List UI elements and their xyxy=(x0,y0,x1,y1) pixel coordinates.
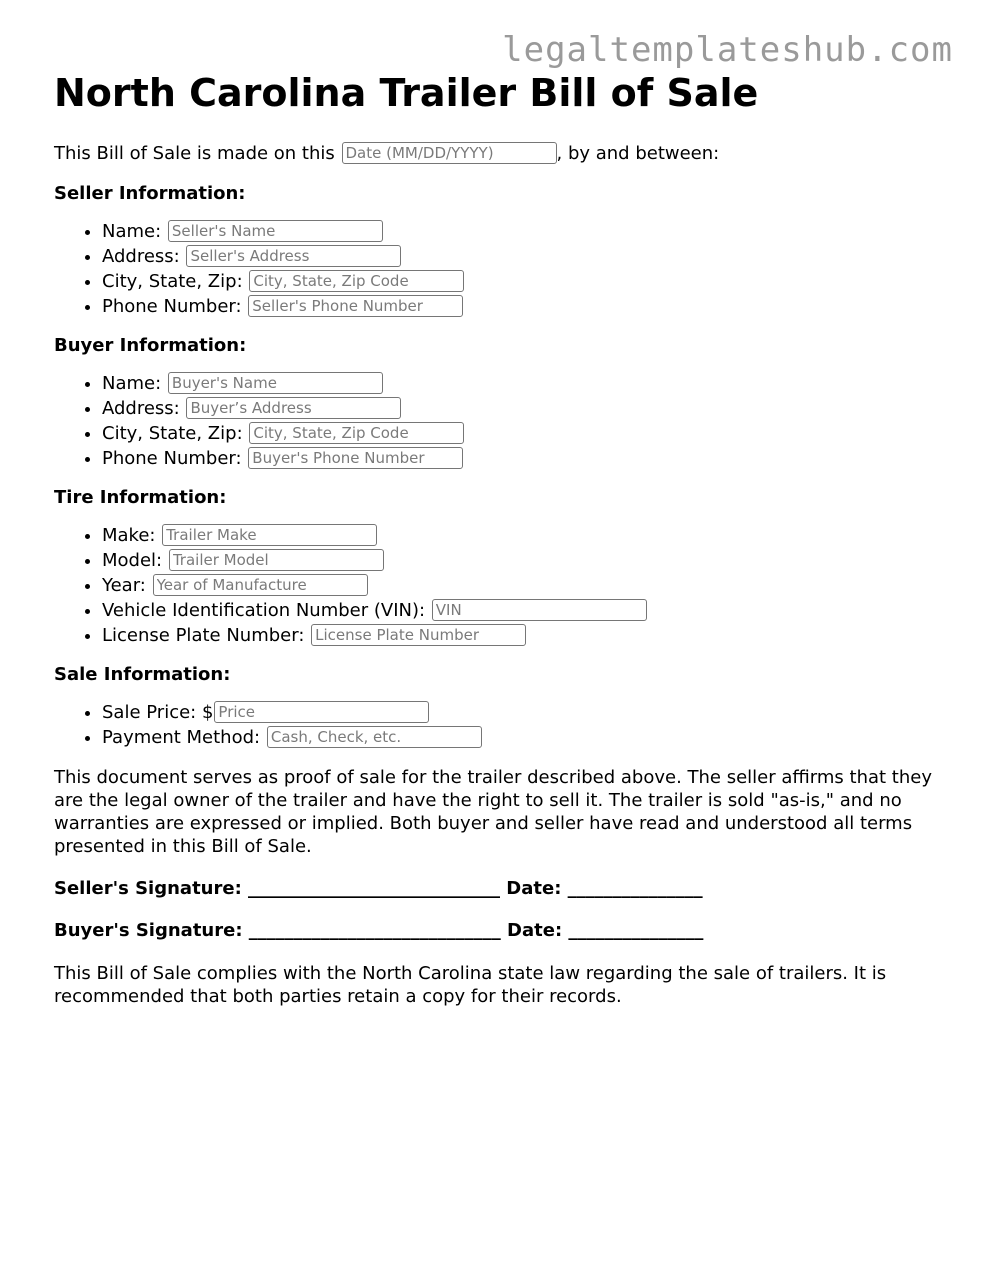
sale-date-input[interactable] xyxy=(342,142,557,164)
payment-method-label: Payment Method: xyxy=(102,727,261,748)
tire-model-label: Model: xyxy=(102,550,163,571)
tire-model-item xyxy=(102,548,934,573)
buyer-heading: Buyer Information: xyxy=(54,335,247,356)
trailer-make-input[interactable] xyxy=(162,524,377,546)
buyer-list xyxy=(54,371,934,471)
seller-name-label: Name: xyxy=(102,221,162,242)
sale-list xyxy=(54,700,934,750)
buyer-phone-label: Phone Number: xyxy=(102,448,242,469)
terms-paragraph: This document serves as proof of sale for the trailer described above. The seller affirms that they are the legal owner of the trailer and have the right to sell it. The trailer is sold "as-is," and no warranties are expressed or implied. Both buyer and seller have read and understood all terms presented in this Bill of Sale. xyxy=(54,767,932,857)
sale-heading: Sale Information: xyxy=(54,664,231,685)
buyer-address-input[interactable] xyxy=(186,397,401,419)
payment-method-input[interactable] xyxy=(267,726,482,748)
tire-heading: Tire Information: xyxy=(54,487,227,508)
sale-price-label: Sale Price: $ xyxy=(102,702,214,723)
buyer-name-input[interactable] xyxy=(168,372,383,394)
seller-heading: Seller Information: xyxy=(54,183,246,204)
tire-list xyxy=(54,523,934,648)
seller-signature-line: Seller's Signature: ____________________________ Date: _______________ xyxy=(54,878,703,899)
watermark: legaltemplateshub.com xyxy=(502,30,953,70)
tire-year-item xyxy=(102,573,934,598)
sale-price-input[interactable] xyxy=(214,701,429,723)
trailer-model-input[interactable] xyxy=(169,549,384,571)
seller-address-label: Address: xyxy=(102,246,180,267)
buyer-phone-item xyxy=(102,446,934,471)
sale-price-item xyxy=(102,700,934,725)
seller-list xyxy=(54,219,934,319)
intro-after: , by and between: xyxy=(556,143,720,164)
buyer-name-item xyxy=(102,371,934,396)
seller-name-item xyxy=(102,219,934,244)
tire-make-item xyxy=(102,523,934,548)
tire-vin-label: Vehicle Identification Number (VIN): xyxy=(102,600,426,621)
seller-csz-input[interactable] xyxy=(249,270,464,292)
seller-phone-label: Phone Number: xyxy=(102,296,242,317)
buyer-address-label: Address: xyxy=(102,398,180,419)
seller-phone-input[interactable] xyxy=(248,295,463,317)
tire-make-label: Make: xyxy=(102,525,156,546)
document-body xyxy=(54,68,934,1008)
compliance-paragraph: This Bill of Sale complies with the North Carolina state law regarding the sale of trailers. It is recommended that both parties retain a copy for their records. xyxy=(54,963,887,1007)
buyer-csz-input[interactable] xyxy=(249,422,464,444)
payment-method-item xyxy=(102,725,934,750)
tire-year-label: Year: xyxy=(102,575,146,596)
buyer-name-label: Name: xyxy=(102,373,162,394)
trailer-year-input[interactable] xyxy=(153,574,368,596)
buyer-phone-input[interactable] xyxy=(248,447,463,469)
tire-plate-item xyxy=(102,623,934,648)
seller-address-input[interactable] xyxy=(186,245,401,267)
buyer-csz-item xyxy=(102,421,934,446)
intro-before: This Bill of Sale is made on this xyxy=(54,143,341,164)
seller-phone-item xyxy=(102,294,934,319)
buyer-address-item xyxy=(102,396,934,421)
buyer-csz-label: City, State, Zip: xyxy=(102,423,243,444)
seller-csz-label: City, State, Zip: xyxy=(102,271,243,292)
seller-name-input[interactable] xyxy=(168,220,383,242)
seller-address-item xyxy=(102,244,934,269)
seller-csz-item xyxy=(102,269,934,294)
page-title: North Carolina Trailer Bill of Sale xyxy=(54,71,759,115)
buyer-signature-line: Buyer's Signature: ____________________________ Date: _______________ xyxy=(54,920,704,941)
tire-vin-item xyxy=(102,598,934,623)
trailer-vin-input[interactable] xyxy=(432,599,647,621)
tire-plate-label: License Plate Number: xyxy=(102,625,305,646)
intro-line xyxy=(54,142,934,165)
license-plate-input[interactable] xyxy=(311,624,526,646)
